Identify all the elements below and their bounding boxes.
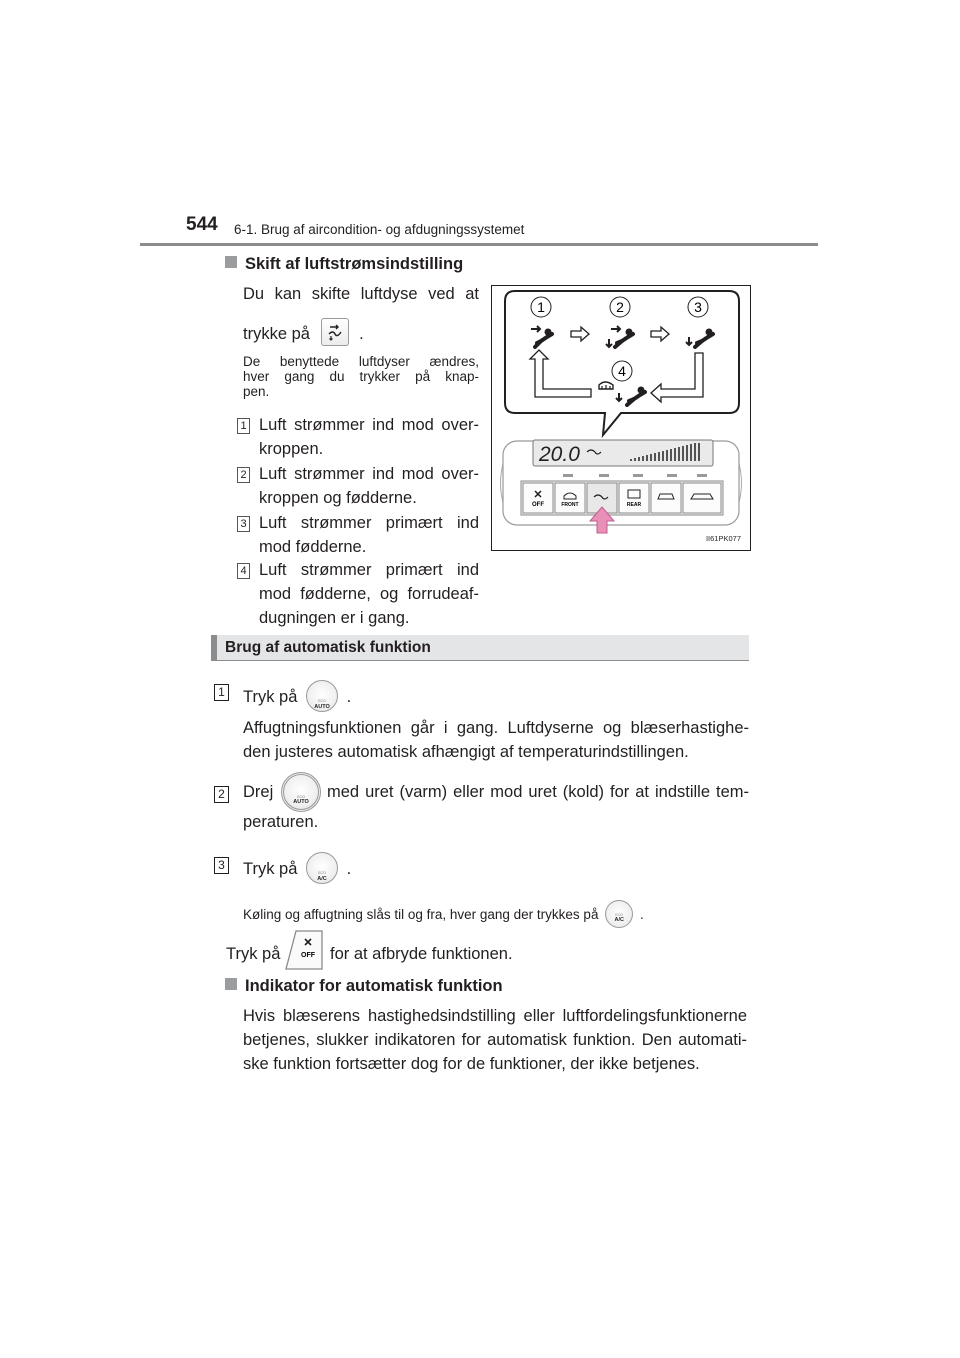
chapter-title: 6-1. Brug af aircondition- og afdugningssystemet — [234, 222, 525, 237]
step-3-pre: Tryk på — [243, 860, 298, 878]
ac-label: A/C — [317, 875, 327, 882]
indicator-heading-text: Indikator for automatisk funktion — [245, 977, 503, 995]
item-3-line2: mod fødderne. — [259, 538, 367, 556]
callout-4: 4 — [618, 363, 626, 379]
step-number: 3 — [214, 857, 229, 874]
off-post: for at afbryde funktionen. — [330, 945, 513, 963]
step-1-desc-line1: Affugtningsfunktionen går i gang. Luftdyserne og blæserhastighe- — [243, 719, 749, 737]
climate-panel-illustration — [491, 285, 751, 551]
airflow-intro-line1: Du kan skifte luftdyse ved at — [243, 285, 479, 303]
square-bullet-icon — [225, 256, 237, 268]
callout-1: 1 — [537, 299, 545, 315]
step-1-post: . — [346, 688, 352, 706]
item-1-line1: Luft strømmer ind mod over- — [259, 416, 479, 434]
airflow-intro-line2 — [243, 318, 364, 346]
item-number: 3 — [237, 516, 250, 532]
section-title: Brug af automatisk funktion — [225, 639, 431, 656]
airflow-note-line3: pen. — [243, 384, 270, 399]
indicator-line3: ske funktion fortsætter dog for de funktioner, der ikke betjenes. — [243, 1055, 700, 1073]
auto-label: AUTO — [314, 703, 330, 710]
airflow-note-line2: hver gang du trykker på knap- — [243, 369, 479, 384]
step-2-line2: peraturen. — [243, 813, 319, 831]
header-divider — [140, 243, 818, 246]
temperature-dial-icon: ECO AUTO — [281, 772, 321, 812]
intro-post: . — [359, 325, 364, 343]
panel-off-label: OFF — [532, 502, 544, 508]
step-3-note — [243, 900, 644, 928]
off-button-icon — [284, 929, 324, 971]
off-button-label: OFF — [301, 952, 315, 959]
item-2-line2: kroppen og fødderne. — [259, 489, 417, 507]
panel-rear-label: REAR — [626, 502, 642, 508]
item-4-line3: dugningen er i gang. — [259, 609, 410, 627]
square-bullet-icon — [225, 978, 237, 990]
airflow-heading — [225, 255, 463, 274]
item-3-line1: Luft strømmer primært ind — [259, 514, 479, 532]
indicator-line2: betjenes, slukker indikatoren for automatisk funktion. Den automati- — [243, 1031, 747, 1049]
item-number: 4 — [237, 563, 250, 579]
indicator-heading — [225, 977, 503, 996]
ac-small-label: A/C — [614, 916, 624, 923]
item-4-line1: Luft strømmer primært ind — [259, 561, 479, 579]
callout-2: 2 — [616, 299, 624, 315]
auto-button-icon: ECO AUTO — [306, 680, 338, 712]
item-4-line2: mod fødderne, og forrudeaf- — [259, 585, 479, 603]
display-temperature: 20.0 — [539, 443, 580, 466]
step-1-desc-line2: den justeres automatisk afhængigt af temperaturindstillingen. — [243, 743, 689, 761]
step-1-line — [243, 680, 351, 712]
airflow-heading-text: Skift af luftstrømsindstilling — [245, 255, 464, 273]
item-number: 2 — [237, 467, 250, 483]
dial-auto-label: AUTO — [293, 799, 309, 806]
step-number: 2 — [214, 786, 229, 803]
ac-button-icon: ECO A/C — [306, 852, 338, 884]
step-number: 1 — [214, 684, 229, 701]
step-2-post: med uret (varm) eller mod uret (kold) for at indstille tem- — [327, 783, 749, 801]
airflow-mode-button-icon — [321, 318, 349, 346]
ac-button-small-icon: ECO A/C — [605, 900, 633, 928]
step-2-line — [243, 772, 749, 812]
callout-3: 3 — [694, 299, 702, 315]
off-instruction — [226, 929, 746, 973]
step-3-line — [243, 852, 351, 884]
indicator-line1: Hvis blæserens hastighedsindstilling eller luftfordelingsfunktionerne — [243, 1007, 747, 1025]
airflow-note-line1: De benyttede luftdyser ændres, — [243, 354, 479, 369]
item-number: 1 — [237, 418, 250, 434]
off-pre: Tryk på — [226, 945, 281, 963]
step-3-post: . — [346, 860, 352, 878]
page-number: 544 — [186, 214, 218, 235]
item-1-line2: kroppen. — [259, 440, 324, 458]
step-1-pre: Tryk på — [243, 688, 298, 706]
airflow-arrows-icon — [322, 319, 348, 345]
step-3-note-pre: Køling og affugtning slås til og fra, hver gang der trykkes på — [243, 907, 599, 922]
airflow-diagram — [491, 285, 751, 551]
step-3-note-post: . — [639, 907, 644, 922]
figure-code: II61PK077 — [705, 534, 741, 543]
off-fan-button-icon — [284, 929, 324, 971]
step-2-pre: Drej — [243, 783, 274, 801]
section-title-bar — [211, 635, 749, 661]
panel-front-label: FRONT — [561, 502, 579, 508]
item-2-line1: Luft strømmer ind mod over- — [259, 465, 479, 483]
intro-pre: trykke på — [243, 325, 310, 343]
